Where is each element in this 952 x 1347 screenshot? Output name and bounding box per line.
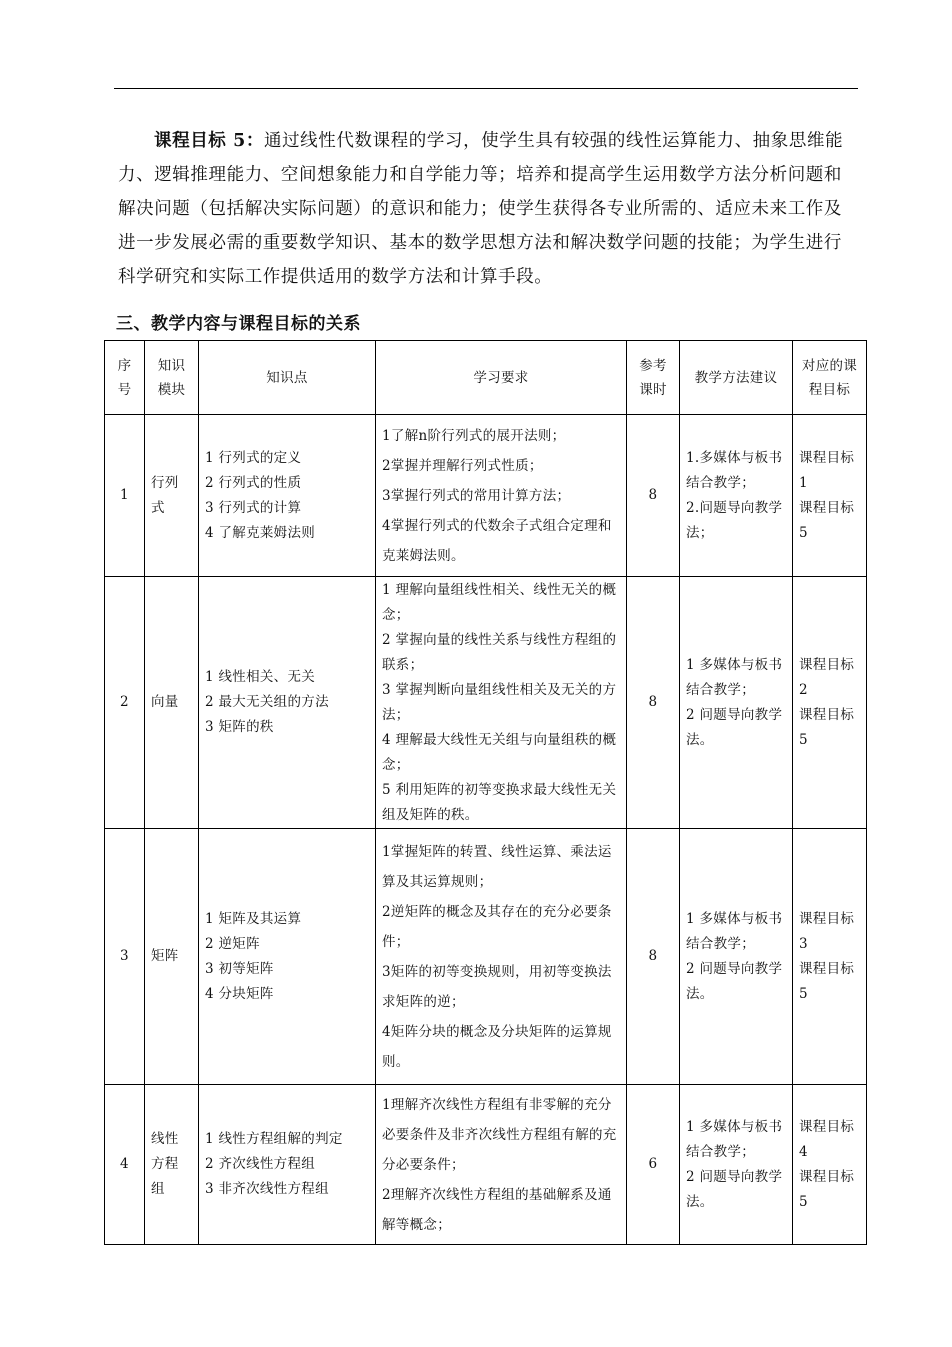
requirement-item: 4掌握行列式的代数余子式组合定理和克莱姆法则。	[382, 517, 612, 564]
point-item: 3 行列式的计算	[205, 499, 302, 516]
row-seq: 2	[105, 577, 145, 829]
method-item: 1.多媒体与板书结合教学；	[686, 449, 783, 491]
requirement-item: 2理解齐次线性方程组的基础解系及通解等概念；	[382, 1186, 612, 1233]
content-goal-table	[104, 340, 867, 1245]
requirement-item: 1理解齐次线性方程组有非零解的充分必要条件及非齐次线性方程组有解的充分必要条件；	[382, 1096, 617, 1173]
requirement-item: 4 理解最大线性无关组与向量组秩的概念；	[382, 731, 617, 773]
header-method: 教学方法建议	[680, 341, 793, 415]
requirement-item: 3掌握行列式的常用计算方法；	[382, 487, 571, 504]
row-module: 矩阵	[145, 829, 199, 1085]
goal-item: 课程目标 5	[799, 1168, 855, 1210]
point-item: 1 线性相关、无关	[205, 669, 316, 685]
requirement-item: 2 掌握向量的线性关系与线性方程组的联系；	[382, 631, 617, 673]
table-header-row	[105, 341, 867, 415]
method-item: 1 多媒体与板书结合教学；	[686, 910, 783, 952]
goal-item: 课程目标 5	[799, 706, 855, 748]
method-item: 2 问题导向教学法。	[686, 1168, 783, 1210]
requirement-item: 4矩阵分块的概念及分块矩阵的运算规则。	[382, 1023, 612, 1070]
requirement-item: 3矩阵的初等变换规则，用初等变换法求矩阵的逆；	[382, 963, 612, 1010]
row-goal	[793, 415, 867, 577]
point-item: 1 线性方程组解的判定	[205, 1131, 343, 1147]
point-item: 4 分块矩阵	[205, 985, 274, 1002]
method-item: 2 问题导向教学法。	[686, 706, 783, 748]
row-goal	[793, 1085, 867, 1245]
header-goal: 对应的课程目标	[793, 341, 867, 415]
table-row	[105, 1085, 867, 1245]
requirement-item: 1 理解向量组线性相关、线性无关的概念；	[382, 581, 617, 623]
row-goal	[793, 829, 867, 1085]
point-item: 4 了解克莱姆法则	[205, 524, 316, 541]
goal-item: 课程目标 5	[799, 960, 855, 1002]
row-method	[680, 1085, 793, 1245]
header-module: 知识模块	[145, 341, 199, 415]
requirement-item: 5 利用矩阵的初等变换求最大线性无关组及矩阵的秩。	[382, 781, 617, 823]
row-requirements	[376, 829, 627, 1085]
requirement-item: 2逆矩阵的概念及其存在的充分必要条件；	[382, 903, 612, 950]
method-item: 2 问题导向教学法。	[686, 960, 783, 1002]
header-rule	[114, 88, 858, 89]
row-points	[199, 577, 376, 829]
course-goal-5-paragraph	[118, 124, 858, 294]
point-item: 3 矩阵的秩	[205, 719, 274, 735]
point-item: 2 最大无关组的方法	[205, 694, 329, 710]
row-module: 向量	[145, 577, 199, 829]
row-seq: 1	[105, 415, 145, 577]
row-hours: 8	[627, 577, 680, 829]
row-hours: 8	[627, 415, 680, 577]
header-requirements: 学习要求	[376, 341, 627, 415]
course-goal-5-label: 课程目标 5：	[154, 131, 264, 151]
row-module: 线性方程组	[145, 1085, 199, 1245]
requirement-item: 3 掌握判断向量组线性相关及无关的方法；	[382, 681, 617, 723]
row-requirements	[376, 577, 627, 829]
row-method	[680, 415, 793, 577]
method-item: 1 多媒体与板书结合教学；	[686, 1118, 783, 1160]
row-requirements	[376, 415, 627, 577]
row-points	[199, 415, 376, 577]
method-item: 1 多媒体与板书结合教学；	[686, 656, 783, 698]
course-goal-5-text: 通过线性代数课程的学习，使学生具有较强的线性运算能力、抽象思维能力、逻辑推理能力、空间想象能力和自学能力等；培养和提高学生运用数学方法分析问题和解决问题（包括解决实际问题）的意识和能力；使学生获得各专业所需的、适应未来工作及进一步发展必需的重要数学知识、基本的数学思想方法和解决数学问题的技能；为学生进行科学研究和实际工作提供适用的数学方法和计算手段。	[118, 131, 844, 287]
requirement-item: 1了解n阶行列式的展开法则；	[382, 427, 566, 444]
table-row	[105, 577, 867, 829]
point-item: 2 齐次线性方程组	[205, 1156, 316, 1172]
point-item: 1 矩阵及其运算	[205, 910, 302, 927]
header-seq: 序号	[105, 341, 145, 415]
method-item: 2.问题导向教学法；	[686, 499, 783, 541]
row-goal	[793, 577, 867, 829]
goal-item: 课程目标 1	[799, 449, 855, 491]
row-method	[680, 829, 793, 1085]
point-item: 3 非齐次线性方程组	[205, 1181, 329, 1197]
row-points	[199, 829, 376, 1085]
table-row	[105, 415, 867, 577]
table-row	[105, 829, 867, 1085]
point-item: 2 行列式的性质	[205, 474, 302, 491]
header-points: 知识点	[199, 341, 376, 415]
row-method	[680, 577, 793, 829]
row-seq: 4	[105, 1085, 145, 1245]
requirement-item: 2掌握并理解行列式性质；	[382, 457, 543, 474]
point-item: 3 初等矩阵	[205, 960, 274, 977]
row-hours: 8	[627, 829, 680, 1085]
goal-item: 课程目标 2	[799, 656, 855, 698]
row-points	[199, 1085, 376, 1245]
section-title: 三、教学内容与课程目标的关系	[116, 314, 361, 334]
goal-item: 课程目标 5	[799, 499, 855, 541]
point-item: 1 行列式的定义	[205, 449, 302, 466]
row-seq: 3	[105, 829, 145, 1085]
goal-item: 课程目标 4	[799, 1118, 855, 1160]
row-hours: 6	[627, 1085, 680, 1245]
row-module: 行列式	[145, 415, 199, 577]
row-requirements	[376, 1085, 627, 1245]
requirement-item: 1掌握矩阵的转置、线性运算、乘法运算及其运算规则；	[382, 843, 612, 890]
goal-item: 课程目标 3	[799, 910, 855, 952]
header-hours: 参考课时	[627, 341, 680, 415]
point-item: 2 逆矩阵	[205, 935, 260, 952]
